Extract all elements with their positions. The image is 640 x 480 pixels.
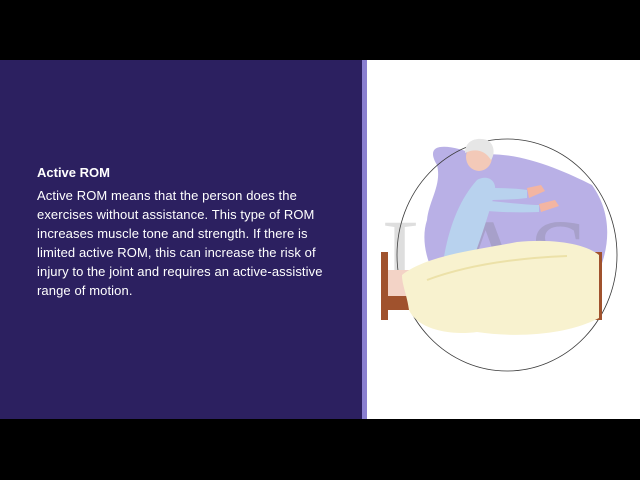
letterbox-top [0, 0, 640, 60]
slide [0, 60, 640, 419]
letterbox-bottom [0, 419, 640, 480]
slide-heading: Active ROM [37, 165, 110, 180]
text-panel [0, 60, 362, 419]
person-in-bed-exercising-icon [367, 60, 640, 419]
illustration [367, 60, 640, 419]
slide-body-text: Active ROM means that the person does the exercises without assistance. This type of ROM increases muscle tone and strength. If there is limited active ROM, this can increase the risk of injury to the joint and requires an active-assistive range of motion. [37, 188, 323, 298]
person-arm-upper [479, 188, 527, 200]
